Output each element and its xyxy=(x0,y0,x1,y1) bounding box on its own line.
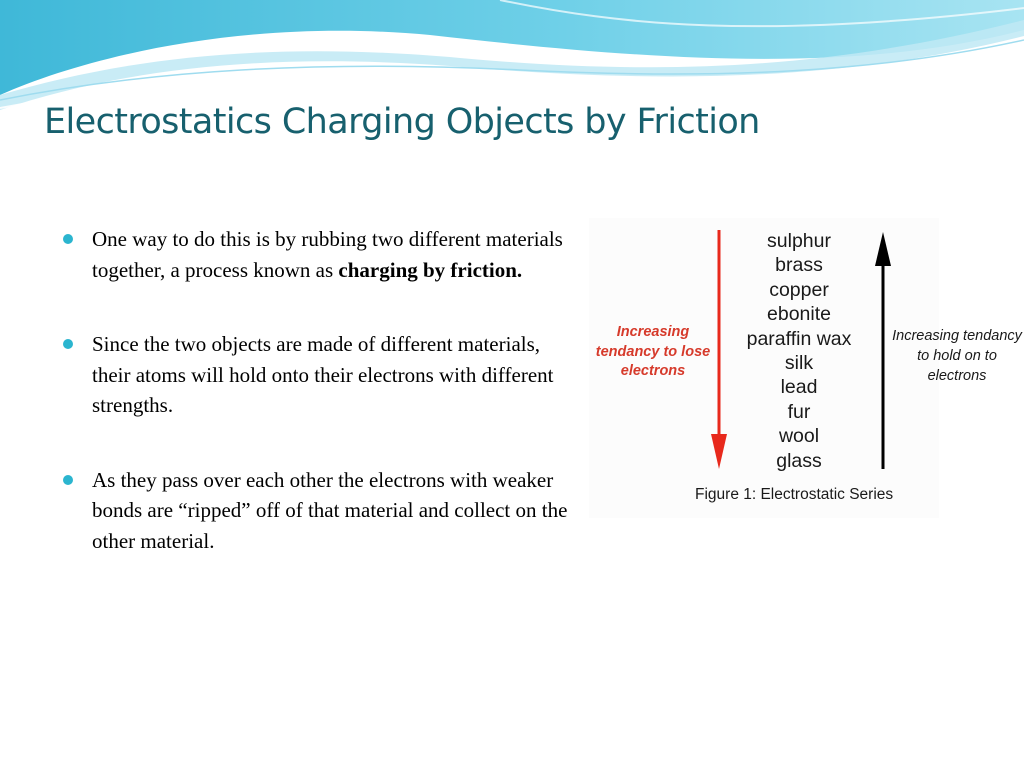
hold-electrons-label: Increasing tendancy to hold on to electrons xyxy=(892,328,1022,384)
bullet-item xyxy=(62,465,572,557)
series-item: paraffin wax xyxy=(746,327,852,350)
series-item: fur xyxy=(787,400,811,423)
series-item: glass xyxy=(776,449,822,472)
series-item: wool xyxy=(778,425,820,448)
series-item: ebonite xyxy=(767,303,831,326)
series-item: brass xyxy=(775,254,823,277)
bullet-dot-icon xyxy=(63,339,73,349)
bullet-item xyxy=(62,224,572,285)
series-item: sulphur xyxy=(767,230,831,252)
bullet-bold-text: charging by friction. xyxy=(338,257,523,282)
bullet-text: Since the two objects are made of different materials, their atoms will hold onto their electrons with different strengths. xyxy=(92,332,554,417)
bullet-item xyxy=(62,329,572,421)
bullet-text: As they pass over each other the electrons with weaker bonds are “ripped” off of that material and collect on the other material. xyxy=(92,467,568,553)
figure-caption: Figure 1: Electrostatic Series xyxy=(695,486,894,503)
series-item: silk xyxy=(784,352,814,375)
series-item: copper xyxy=(769,278,829,301)
slide-title: Electrostatics Charging Objects by Friction xyxy=(44,102,760,142)
bullet-dot-icon xyxy=(63,234,73,244)
bullet-text: One way to do this is by rubbing two different materials together, a process known as xyxy=(92,227,563,282)
series-item: lead xyxy=(780,376,818,399)
bullet-list xyxy=(62,224,572,600)
bullet-dot-icon xyxy=(63,475,73,485)
up-arrow-icon xyxy=(875,232,891,469)
electrostatic-series-figure xyxy=(589,218,1022,518)
lose-electrons-label: Increasing tendancy to lose electrons xyxy=(595,324,711,379)
